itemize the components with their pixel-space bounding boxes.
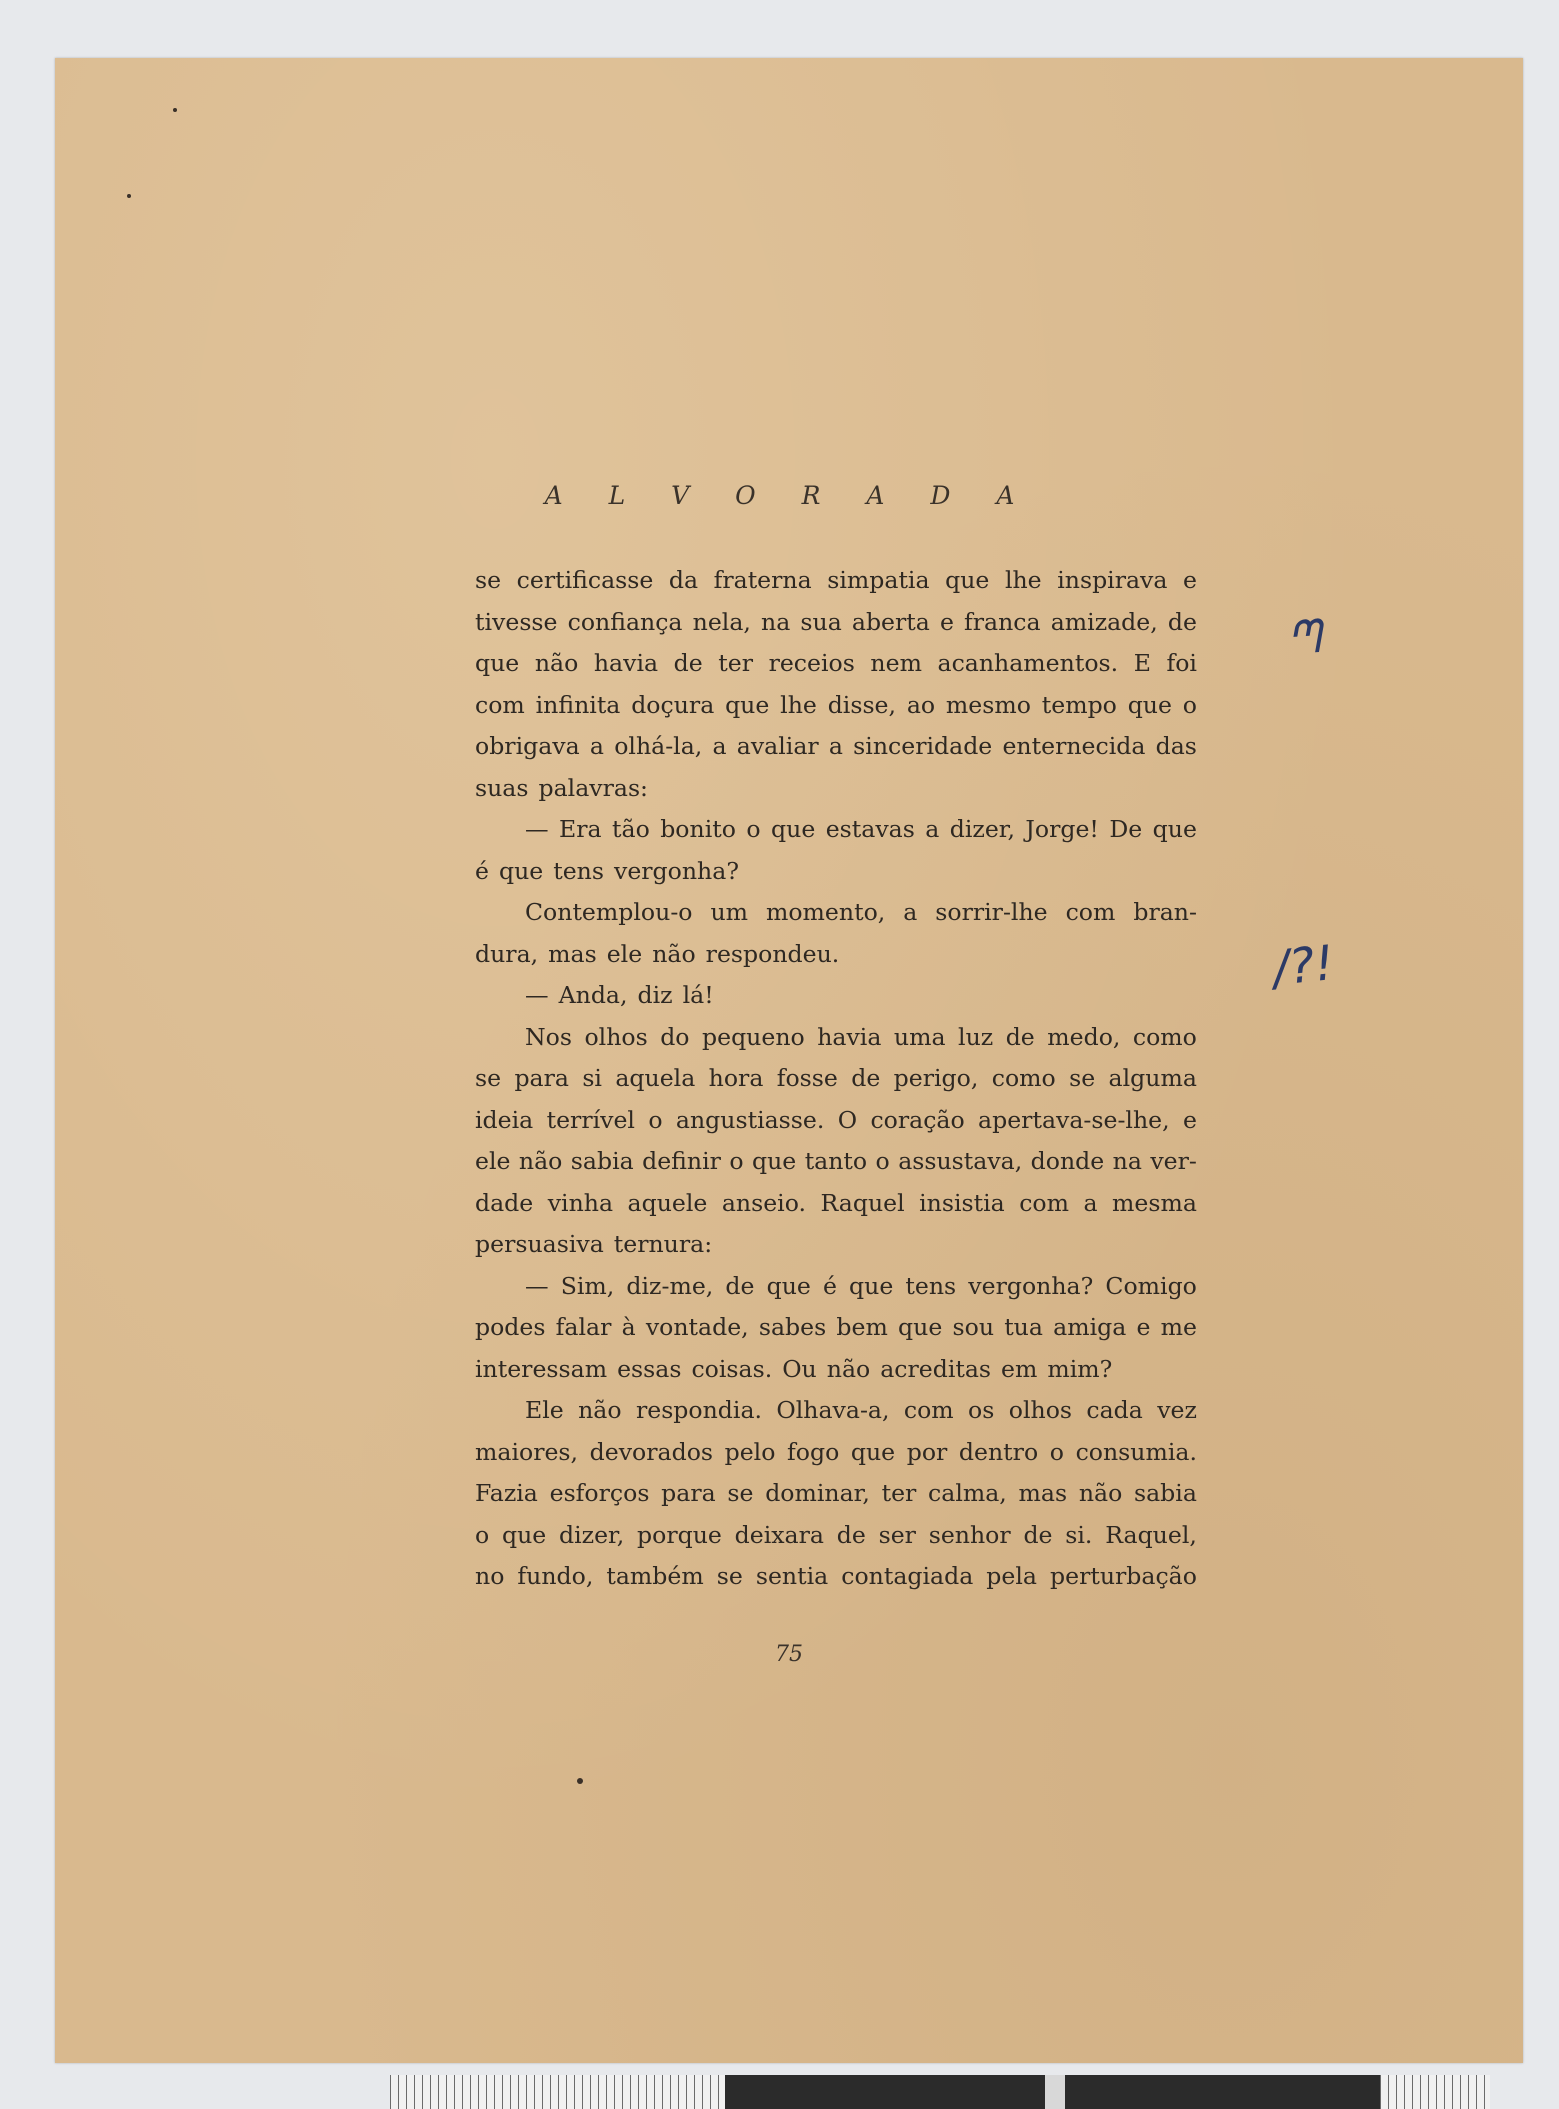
book-page bbox=[55, 58, 1523, 2063]
ruler-ticks bbox=[1380, 2075, 1490, 2109]
scale-ruler bbox=[390, 2075, 1490, 2109]
margin-annotation-mark: ᘉ bbox=[1285, 608, 1322, 666]
ruler-gap bbox=[1045, 2075, 1065, 2109]
margin-annotation-query: /?! bbox=[1270, 934, 1337, 998]
paper-speck bbox=[173, 108, 177, 112]
text-line: podes falar à vontade, sabes bem que sou tua amiga e me bbox=[475, 1313, 1197, 1341]
text-line: com infinita doçura que lhe disse, ao mesmo tempo que o bbox=[475, 690, 1197, 719]
page-number: 75 bbox=[775, 1642, 803, 1667]
text-line: suas palavras: bbox=[475, 773, 648, 802]
text-line: dade vinha aquele anseio. Raquel insistia com a mesma bbox=[475, 1188, 1197, 1217]
ruler-ticks bbox=[390, 2075, 725, 2109]
text-line: o que dizer, porque deixara de ser senhor de si. Raquel, bbox=[475, 1520, 1197, 1549]
text-line: ele não sabia definir o que tanto o assustava, donde na ver- bbox=[475, 1147, 1197, 1175]
text-line: Fazia esforços para se dominar, ter calma, mas não sabia bbox=[475, 1479, 1197, 1507]
text-line: dura, mas ele não respondeu. bbox=[475, 939, 840, 968]
text-line: tivesse confiança nela, na sua aberta e franca amizade, de bbox=[475, 607, 1197, 636]
ruler-dark-block bbox=[1065, 2075, 1380, 2109]
paper-speck bbox=[127, 194, 131, 198]
paper-speck bbox=[577, 1778, 583, 1784]
text-line: se certificasse da fraterna simpatia que lhe inspirava e bbox=[475, 566, 1197, 594]
running-head: A L V O R A D A bbox=[544, 481, 1034, 510]
text-line: — Anda, diz lá! bbox=[525, 981, 714, 1009]
ruler-dark-block bbox=[725, 2075, 1045, 2109]
text-line: Contemplou-o um momento, a sorrir-lhe com bran- bbox=[525, 898, 1197, 926]
text-line: Ele não respondia. Olhava-a, com os olhos cada vez bbox=[525, 1396, 1197, 1424]
text-line: interessam essas coisas. Ou não acreditas em mim? bbox=[475, 1354, 1113, 1383]
text-line: no fundo, também se sentia contagiada pela perturbação bbox=[475, 1562, 1197, 1590]
text-line: se para si aquela hora fosse de perigo, como se alguma bbox=[475, 1064, 1197, 1092]
text-line: obrigava a olhá-la, a avaliar a sinceridade enternecida das bbox=[475, 732, 1197, 760]
text-line: Nos olhos do pequeno havia uma luz de medo, como bbox=[525, 1022, 1197, 1051]
text-line: persuasiva ternura: bbox=[475, 1230, 713, 1258]
text-line: — Sim, diz-me, de que é que tens vergonha? Comigo bbox=[525, 1271, 1197, 1300]
text-line: — Era tão bonito o que estavas a dizer, Jorge! De que bbox=[525, 815, 1197, 843]
text-line: é que tens vergonha? bbox=[475, 856, 739, 885]
text-line: ideia terrível o angustiasse. O coração apertava-se-lhe, e bbox=[475, 1105, 1197, 1134]
body-text bbox=[475, 560, 1197, 1598]
text-line: maiores, devorados pelo fogo que por dentro o consumia. bbox=[475, 1437, 1197, 1466]
text-line: que não havia de ter receios nem acanhamentos. E foi bbox=[475, 649, 1197, 677]
